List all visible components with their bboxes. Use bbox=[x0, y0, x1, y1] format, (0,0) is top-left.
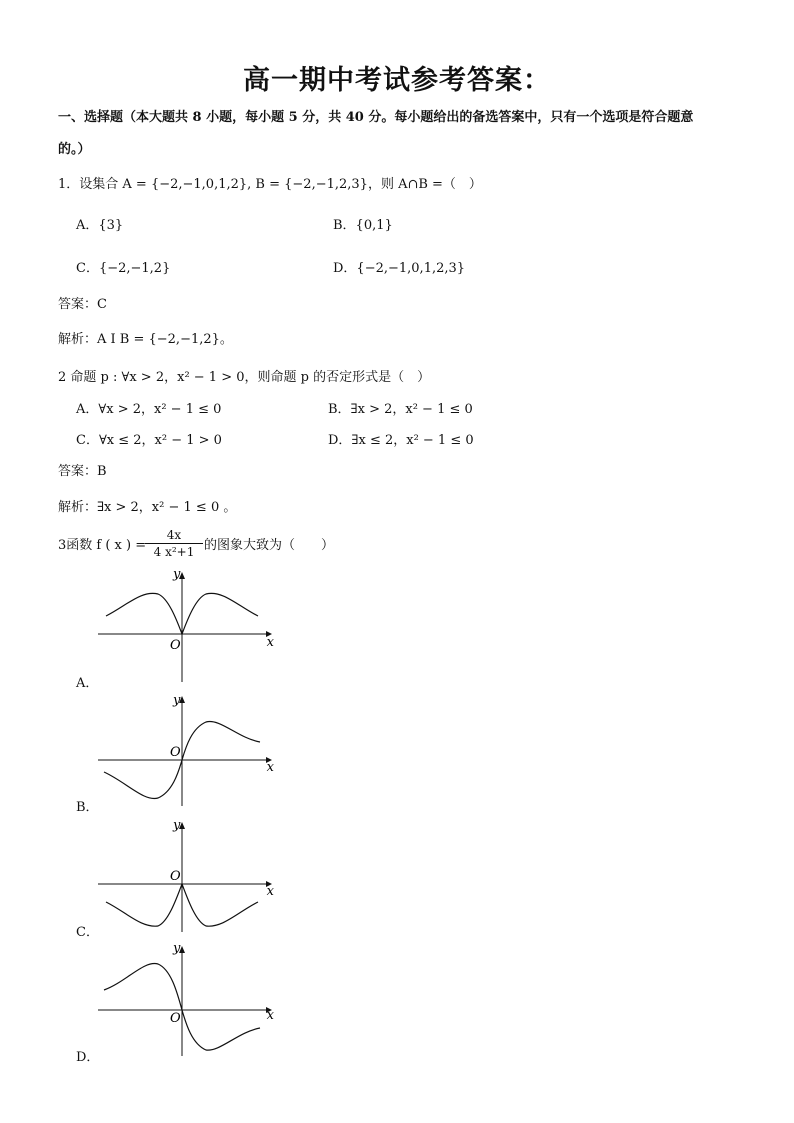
y-axis-label: y bbox=[173, 693, 181, 708]
q3-option-d-label: D． bbox=[76, 1050, 100, 1065]
q3-graph-d bbox=[96, 940, 276, 1058]
q2-option-a: A．∀x > 2，x² − 1 ≤ 0 bbox=[76, 402, 222, 417]
q1-option-d: D．{−2,−1,0,1,2,3} bbox=[333, 261, 466, 276]
q3-fraction-numerator: 4x bbox=[145, 528, 203, 544]
q3-stem-suffix: 的图象大致为（ ） bbox=[204, 538, 335, 553]
x-axis-label: x bbox=[266, 760, 274, 775]
q3-option-b-label: B． bbox=[76, 800, 99, 815]
section-heading-line2: 的。） bbox=[58, 142, 91, 157]
q1-option-b: B．{0,1} bbox=[333, 218, 393, 233]
q1-option-a: A．{3} bbox=[76, 218, 124, 233]
y-axis-label: y bbox=[173, 818, 181, 833]
q3-option-a-label: A． bbox=[76, 676, 99, 691]
origin-label: O bbox=[170, 869, 181, 884]
q2-option-c: C．∀x ≤ 2，x² − 1 > 0 bbox=[76, 433, 222, 448]
y-axis-label: y bbox=[173, 941, 181, 956]
x-axis-label: x bbox=[266, 884, 274, 899]
q3-graph-c bbox=[96, 816, 276, 934]
q2-analysis: 解析：∃x > 2，x² − 1 ≤ 0 。 bbox=[58, 500, 237, 515]
q1-analysis: 解析：A I B = {−2,−1,2}。 bbox=[58, 332, 233, 347]
q3-fraction-denominator: 4 x²+1 bbox=[153, 545, 195, 559]
section-heading-line1: 一、选择题（本大题共 8 小题，每小题 5 分，共 40 分。每小题给出的备选答案中，只有一个选项是符合题意 bbox=[58, 110, 694, 125]
q2-option-b: B．∃x > 2，x² − 1 ≤ 0 bbox=[328, 402, 473, 417]
q3-fraction bbox=[145, 528, 203, 559]
y-axis-label: y bbox=[173, 567, 181, 582]
origin-label: O bbox=[170, 1011, 181, 1026]
x-axis-label: x bbox=[266, 1008, 274, 1023]
q1-stem: 1．设集合 A = {−2,−1,0,1,2}, B = {−2,−1,2,3}，则 A∩B =（ ） bbox=[58, 177, 482, 192]
origin-label: O bbox=[170, 745, 181, 760]
page-title: 高一期中考试参考答案： bbox=[243, 65, 551, 96]
x-axis-label: x bbox=[266, 635, 274, 650]
origin-label: O bbox=[170, 638, 181, 653]
q1-option-c: C．{−2,−1,2} bbox=[76, 261, 171, 276]
q2-stem: 2 命题 p : ∀x > 2，x² − 1 > 0，则命题 p 的否定形式是（ ） bbox=[58, 370, 431, 385]
q3-graph-b bbox=[96, 690, 276, 808]
q3-stem-prefix: 3函数 f ( x ) = bbox=[58, 538, 147, 553]
q1-answer: 答案：C bbox=[58, 297, 107, 312]
q2-option-d: D．∃x ≤ 2，x² − 1 ≤ 0 bbox=[328, 433, 474, 448]
q3-graph-a bbox=[96, 566, 276, 684]
q3-option-c-label: C． bbox=[76, 925, 99, 940]
q2-answer: 答案：B bbox=[58, 464, 107, 479]
